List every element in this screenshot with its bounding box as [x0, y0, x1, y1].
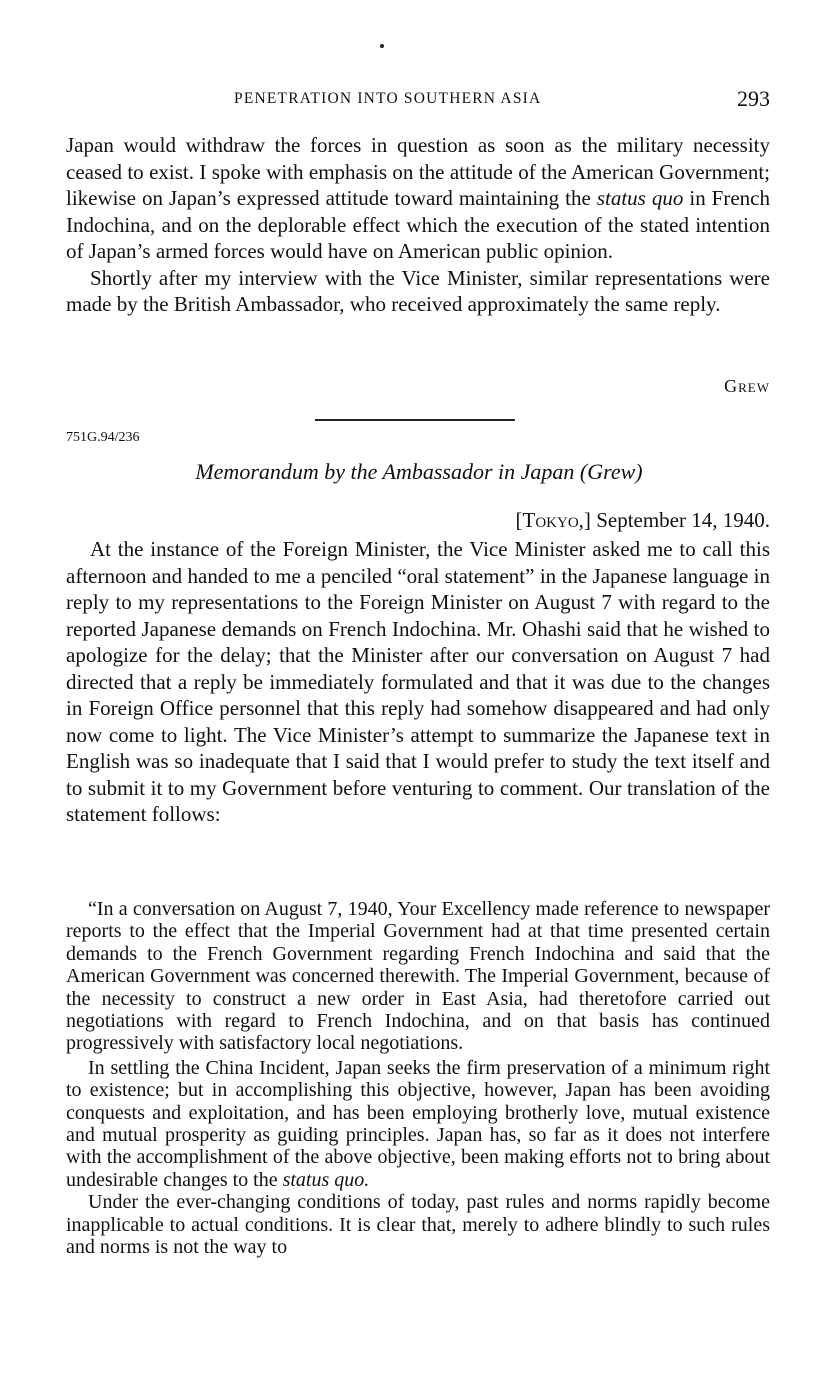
- signature: Grew: [724, 376, 770, 396]
- ink-mark: [380, 44, 384, 48]
- oral-statement-quote: [66, 898, 770, 1259]
- running-head: PENETRATION INTO SOUTHERN ASIA: [234, 90, 542, 107]
- memo-paragraph: At the instance of the Foreign Minister, the Vice Minister asked me to call this afternoon and handed to me a penciled “oral statement” in the Japanese language in reply to my representations to the Foreign Minister on August 7 with regard to the reported Japanese demands on French Indochina. Mr. Ohashi said that he wished to apologize for the delay; that the Minister after our conversation on August 7 had directed that a reply be immediately formulated and that it was due to the changes in Foreign Office personnel that this reply had somehow disappeared and had only now come to light. The Vice Minister’s attempt to summarize the Japanese text in English was so inadequate that I said that I would prefer to study the text itself and to submit it to my Government before venturing to comment. Our translation of the statement follows:: [66, 537, 770, 826]
- paragraph-british-ambassador: Shortly after my interview with the Vice Minister, similar representations were made by the British Ambassador, who received approximately the same reply.: [66, 265, 770, 316]
- file-number: 751G.94/236: [66, 430, 140, 445]
- page-header: [0, 88, 838, 114]
- paragraph-continued: Japan would withdraw the forces in question as soon as the military necessity ceased to exist. I spoke with emphasis on the attitude of the American Government; likewise on Japan’s expressed attitude toward maintaining the status quo in French Indochina, and on the deplorable effect which the execution of the stated intention of Japan’s armed forces would have on American public opinion.: [66, 133, 770, 263]
- quote-paragraph-3: Under the ever-changing conditions of today, past rules and norms rapidly become inapplicable to actual conditions. It is clear that, merely to adhere blindly to such rules and norms is not the way to: [66, 1191, 770, 1259]
- quote-paragraph-2: In settling the China Incident, Japan seeks the firm preservation of a minimum right to existence; but in accomplishing this objective, however, Japan has been avoiding conquests and exploitation, and has been employing brotherly love, mutual existence and mutual prosperity as guiding principles. Japan has, so far as it does not interfere with the accomplishment of the above objective, been making efforts not to bring about undesirable changes to the status quo.: [66, 1056, 770, 1191]
- italic-status-quo: status quo: [596, 186, 684, 210]
- italic-status-quo-2: status quo.: [282, 1168, 370, 1191]
- dateline-date: September 14, 1940.: [596, 508, 770, 532]
- memo-body: [66, 536, 770, 828]
- dateline: [516, 508, 770, 533]
- quote-paragraph-1: “In a conversation on August 7, 1940, Your Excellency made reference to newspaper reports to the effect that the Imperial Government had at that time presented certain demands to the French Government regarding French Indochina and said that the American Government was concerned therewith. The Imperial Government, because of the necessity to construct a new order in East Asia, had theretofore carried out negotiations with regard to French Indochina, and on that basis has continued progressively with satisfactory local negotiations.: [66, 898, 770, 1055]
- dateline-place: [Tokyo,]: [515, 508, 591, 532]
- section-divider: [315, 419, 515, 421]
- memo-title: Memorandum by the Ambassador in Japan (Grew): [195, 459, 643, 484]
- continued-text: [66, 132, 770, 318]
- page-number: 293: [737, 86, 770, 111]
